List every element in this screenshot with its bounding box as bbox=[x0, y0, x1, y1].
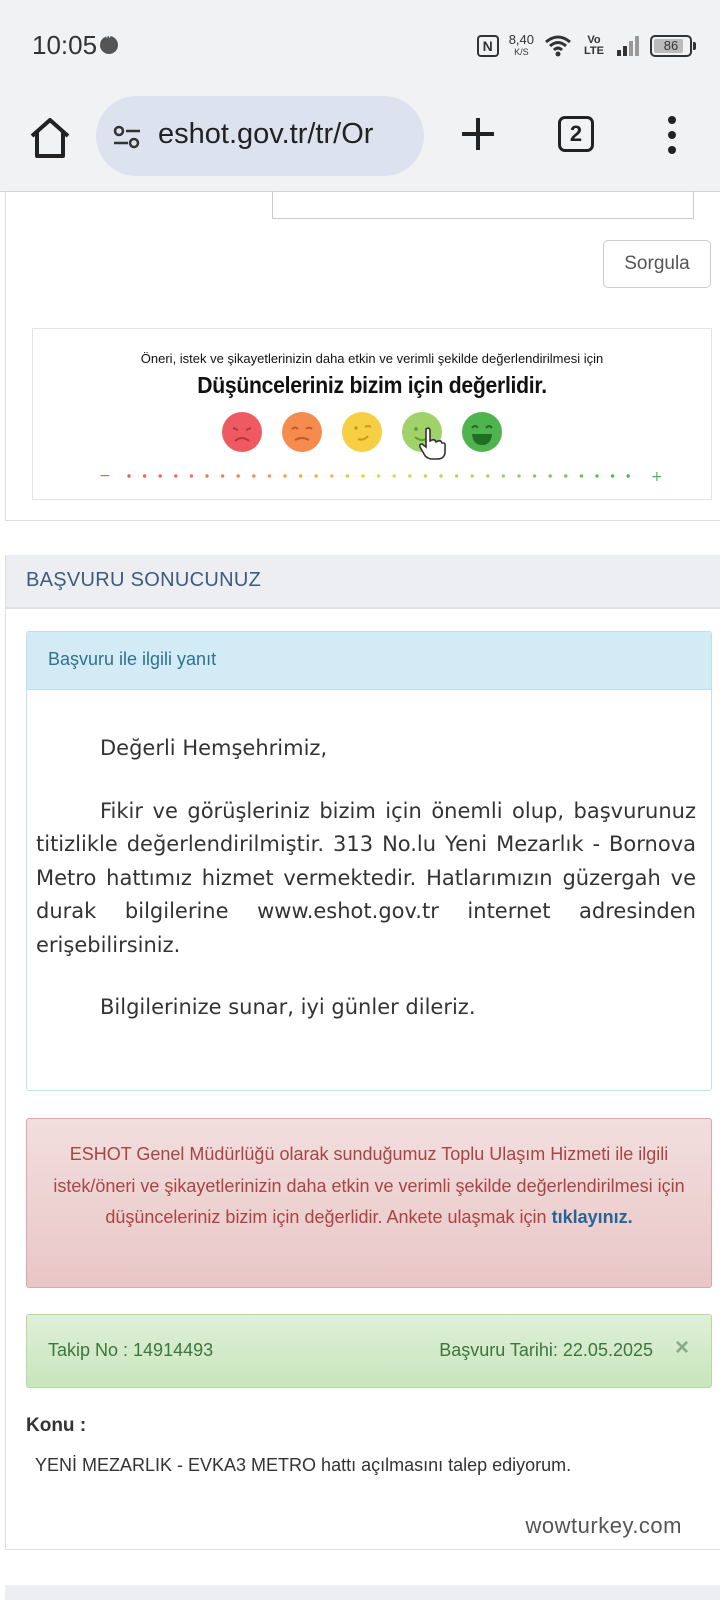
tab-switcher-button[interactable]: 2 bbox=[558, 116, 594, 152]
scale-dot bbox=[299, 474, 302, 477]
very-unhappy-face-icon bbox=[221, 411, 263, 453]
address-bar[interactable] bbox=[96, 96, 424, 176]
page-content bbox=[0, 193, 720, 1600]
scale-dot bbox=[549, 474, 552, 477]
scale-dot bbox=[564, 474, 567, 477]
hand-cursor-icon bbox=[417, 427, 447, 461]
scale-dot bbox=[455, 474, 458, 477]
scale-dot bbox=[283, 474, 286, 477]
scale-dot bbox=[533, 474, 536, 477]
scale-dot bbox=[377, 474, 380, 477]
scale-dot bbox=[174, 474, 177, 477]
scale-dot bbox=[580, 474, 583, 477]
scale-dot bbox=[439, 474, 442, 477]
subject-text: YENİ MEZARLIK - EVKA3 METRO hattı açılmasını talep ediyorum. bbox=[35, 1455, 572, 1475]
scale-dot bbox=[408, 474, 411, 477]
scale-dot bbox=[143, 474, 146, 477]
battery-level: 86 bbox=[663, 38, 679, 53]
scale-dot bbox=[424, 474, 427, 477]
network-speed-value: 8,40 bbox=[508, 32, 534, 47]
scale-dot bbox=[330, 474, 333, 477]
new-tab-icon[interactable] bbox=[456, 112, 500, 156]
volte-indicator: Vo LTE bbox=[584, 34, 604, 57]
scale-dot bbox=[346, 474, 349, 477]
wifi-icon bbox=[544, 35, 572, 57]
scale-dot bbox=[159, 474, 162, 477]
message-notification-icon bbox=[100, 36, 118, 54]
query-panel bbox=[5, 191, 720, 521]
scale-dot bbox=[127, 474, 130, 477]
more-menu-icon[interactable] bbox=[660, 114, 684, 156]
reply-box bbox=[26, 631, 712, 1091]
survey-alert bbox=[26, 1118, 712, 1288]
scale-dot bbox=[268, 474, 271, 477]
reply-box-title: Başvuru ile ilgili yanıt bbox=[48, 649, 217, 669]
reply-closing: Bilgilerinize sunar, iyi günler dileriz. bbox=[100, 995, 476, 1019]
reply-body bbox=[36, 732, 696, 1054]
scale-minus-label: − bbox=[99, 470, 111, 482]
network-speed-unit: K/S bbox=[514, 47, 529, 57]
rating-faces bbox=[221, 411, 521, 461]
survey-banner[interactable] bbox=[32, 328, 712, 500]
scale-dot bbox=[252, 474, 255, 477]
query-input[interactable] bbox=[272, 191, 694, 219]
survey-subtitle: Öneri, istek ve şikayetlerinizin daha etkin ve verimli şekilde değerlendirilmesi için bbox=[140, 351, 604, 366]
scale-dot bbox=[190, 474, 193, 477]
scale-dot bbox=[486, 474, 489, 477]
scale-dot bbox=[502, 474, 505, 477]
scale-dot bbox=[237, 474, 240, 477]
reply-greeting: Değerli Hemşehrimiz, bbox=[100, 736, 328, 760]
survey-title: Düşünceleriniz bizim için değerlidir. bbox=[197, 372, 547, 398]
scale-dot bbox=[205, 474, 208, 477]
rating-scale-dots bbox=[99, 470, 669, 482]
result-header-title: BAŞVURU SONUCUNUZ bbox=[26, 569, 262, 591]
subject-label: Konu : bbox=[26, 1415, 87, 1436]
rating-scale bbox=[99, 467, 669, 482]
nfc-icon: N bbox=[477, 35, 499, 57]
signal-icon bbox=[616, 35, 640, 57]
scale-dot bbox=[517, 474, 520, 477]
url-text[interactable]: eshot.gov.tr/tr/Or bbox=[158, 118, 374, 150]
tracking-number: Takip No : 14914493 bbox=[48, 1340, 214, 1360]
scale-dot bbox=[611, 474, 614, 477]
status-time: 10:05 bbox=[32, 30, 98, 60]
unhappy-face-icon bbox=[281, 411, 323, 453]
reply-text: Fikir ve görüşleriniz bizim için önemli olup, başvurunuz titizlikle değerlendirilmiştir. 313 No.lu Yeni Mezarlık - Bornova Metro hattımız hizmet vermektedir. Hatlarımızın güzergah ve durak bilgilerine www.eshot.gov.tr internet adresinden erişebilirsiniz. bbox=[36, 798, 696, 957]
status-bar bbox=[0, 0, 720, 92]
scale-dot bbox=[393, 474, 396, 477]
reply-box-header bbox=[27, 632, 711, 690]
neutral-face-icon bbox=[341, 411, 383, 453]
next-section-header bbox=[5, 1585, 720, 1600]
result-panel bbox=[5, 555, 720, 1550]
scale-dot bbox=[595, 474, 598, 477]
survey-link[interactable]: tıklayınız. bbox=[551, 1207, 633, 1227]
site-settings-icon[interactable] bbox=[112, 122, 142, 152]
scale-dot bbox=[221, 474, 224, 477]
sorgula-button[interactable]: Sorgula bbox=[603, 240, 711, 288]
scale-dot bbox=[627, 474, 630, 477]
status-icons bbox=[477, 30, 692, 62]
home-icon[interactable] bbox=[26, 114, 74, 162]
close-icon[interactable]: × bbox=[674, 1334, 689, 1361]
result-header bbox=[6, 555, 720, 609]
scale-dot bbox=[361, 474, 364, 477]
scale-plus-label: + bbox=[651, 470, 663, 482]
network-speed bbox=[509, 33, 534, 59]
browser-toolbar bbox=[0, 92, 720, 192]
scale-dot bbox=[471, 474, 474, 477]
scale-dot bbox=[315, 474, 318, 477]
very-happy-face-icon bbox=[461, 411, 503, 453]
watermark: wowturkey.com bbox=[525, 1513, 682, 1538]
survey-alert-text: ESHOT Genel Müdürlüğü olarak sunduğumuz Toplu Ulaşım Hizmeti ile ilgili istek/öneri ve şikayetlerinizin daha etkin ve verimli şekilde değerlendirilmesi için düşünceleriniz bizim için değerlidir. Ankete ulaşmak için bbox=[53, 1144, 685, 1227]
battery-icon bbox=[650, 35, 692, 57]
tracking-alert bbox=[26, 1314, 712, 1388]
application-date: Başvuru Tarihi: 22.05.2025 bbox=[439, 1340, 653, 1360]
